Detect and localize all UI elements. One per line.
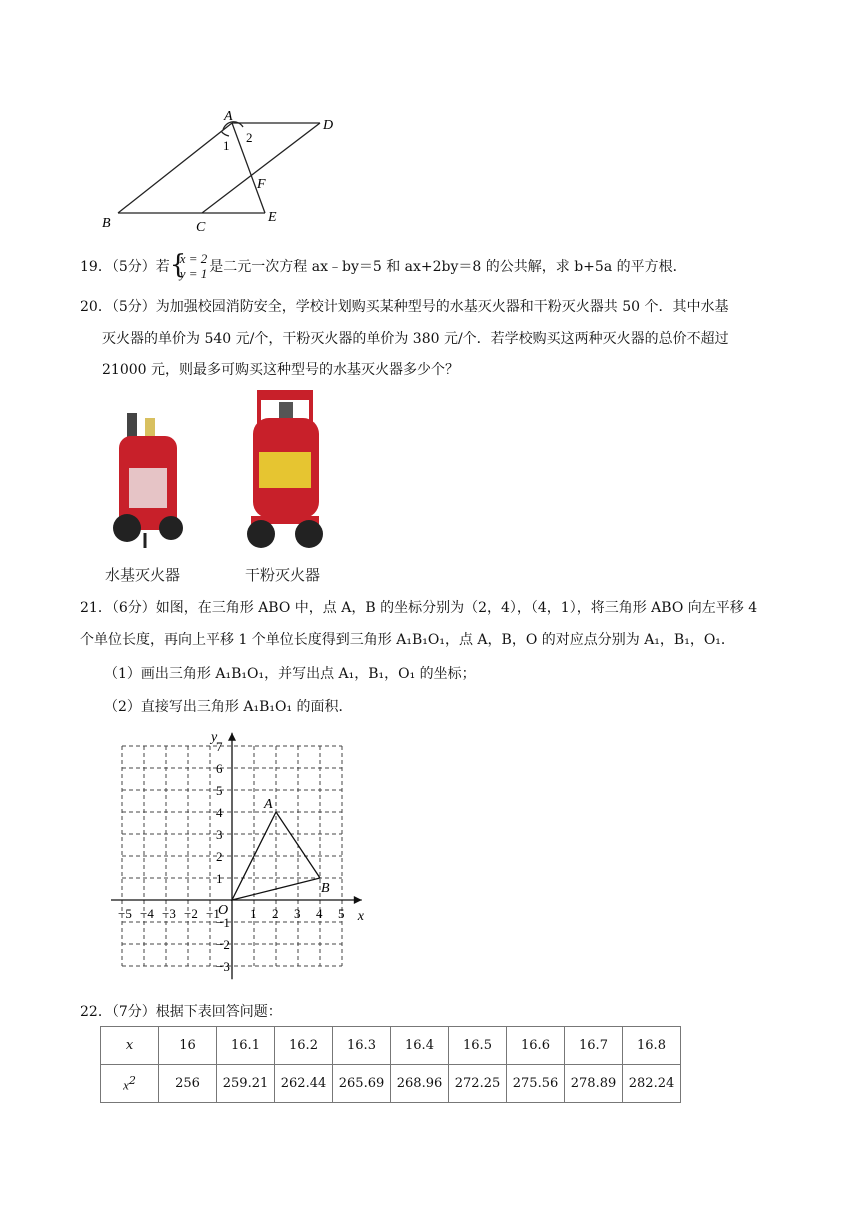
row-header-x2: $x^2$ [101, 1065, 159, 1103]
label-C: C [196, 220, 206, 235]
y-tick-label: 1 [216, 871, 223, 886]
x-tick-label: 4 [316, 906, 323, 921]
question-22: 22．（7分）根据下表回答问题： [80, 1004, 282, 1020]
cell-x: 16.4 [391, 1027, 449, 1065]
cell-x: 16.5 [449, 1027, 507, 1065]
x-tick-label: −5 [118, 906, 132, 921]
question-19: 19．（5分）若{ x = 2 y = 1 是二元一次方程 ax﹣by＝5 和 ax+2by＝8 的公共解，求 b+5a 的平方根． [80, 252, 687, 282]
cell-x2: 268.96 [391, 1065, 449, 1103]
y-tick-label: 4 [216, 805, 223, 820]
cell-x: 16.6 [507, 1027, 565, 1065]
x-axis-arrow [354, 896, 362, 904]
cell-x: 16.1 [217, 1027, 275, 1065]
question-21-part1: （1）画出三角形 A₁B₁O₁，并写出点 A₁，B₁，O₁ 的坐标； [104, 666, 476, 682]
cell-x2: 272.25 [449, 1065, 507, 1103]
y-tick-label: −2 [216, 937, 230, 952]
x-axis-label: x [357, 909, 365, 924]
x-tick-label: −2 [184, 906, 198, 921]
question-21-line2: 个单位长度，再向上平移 1 个单位长度得到三角形 A₁B₁O₁，点 A，B，O 的对应点分别为 A₁，B₁，O₁． [80, 632, 735, 648]
y-tick-label: −1 [216, 915, 230, 930]
squares-table [100, 1026, 681, 1103]
cell-x: 16.2 [275, 1027, 333, 1065]
row-header-x: x [101, 1027, 159, 1065]
origin-label: O [218, 903, 229, 918]
x-tick-label: 2 [272, 906, 279, 921]
question-20-line3: 21000 元，则最多可购买这种型号的水基灭火器多少个？ [102, 362, 459, 378]
x-tick-label: 1 [250, 906, 257, 921]
label-1: 1 [223, 138, 230, 153]
y-tick-label: 2 [216, 849, 223, 864]
caption-water-extinguisher: 水基灭火器 [105, 566, 181, 584]
y-tick-label: −3 [216, 959, 230, 974]
cell-x2: 275.56 [507, 1065, 565, 1103]
question-20-line1: 20．（5分）为加强校园消防安全，学校计划购买某种型号的水基灭火器和干粉灭火器共 50 个．其中水基 [80, 299, 729, 315]
table-row-x2 [101, 1065, 681, 1103]
table-row-x [101, 1027, 681, 1065]
cell-x2: 282.24 [623, 1065, 681, 1103]
cell-x2: 259.21 [217, 1065, 275, 1103]
question-21-line1: 21．（6分）如图，在三角形 ABO 中，点 A，B 的坐标分别为（2，4），（4，1），将三角形 ABO 向左平移 4 [80, 600, 758, 616]
cell-x: 16 [159, 1027, 217, 1065]
equation-system: { x = 2 y = 1 [172, 252, 208, 282]
label-D: D [323, 118, 334, 133]
caption-powder-extinguisher: 干粉灭火器 [245, 566, 321, 584]
point-B-label: B [321, 881, 330, 896]
label-F: F [257, 177, 266, 192]
label-B: B [102, 216, 111, 231]
parallelogram-figure [95, 105, 355, 235]
label-A: A [224, 109, 233, 124]
x-tick-label: 3 [294, 906, 301, 921]
cell-x2: 278.89 [565, 1065, 623, 1103]
x-tick-label: −3 [162, 906, 176, 921]
y-axis-label: y [211, 729, 218, 745]
x-tick-label: −4 [140, 906, 154, 921]
water-extinguisher-image [105, 408, 195, 558]
y-tick-label: 6 [216, 761, 223, 776]
label-2: 2 [246, 130, 253, 145]
y-tick-label: 3 [216, 827, 223, 842]
label-E: E [268, 210, 277, 225]
y-tick-label: 5 [216, 783, 223, 798]
y-tick-label: 7 [216, 739, 223, 754]
y-axis-arrow [228, 733, 236, 741]
cell-x2: 256 [159, 1065, 217, 1103]
x-tick-label: 5 [338, 906, 345, 921]
cell-x: 16.8 [623, 1027, 681, 1065]
cell-x2: 262.44 [275, 1065, 333, 1103]
question-21-part2: （2）直接写出三角形 A₁B₁O₁ 的面积． [104, 699, 353, 715]
cell-x2: 265.69 [333, 1065, 391, 1103]
cell-x: 16.3 [333, 1027, 391, 1065]
x-tick-label: −1 [206, 906, 220, 921]
powder-extinguisher-image [245, 388, 325, 558]
cell-x: 16.7 [565, 1027, 623, 1065]
question-20-line2: 灭火器的单价为 540 元/个，干粉灭火器的单价为 380 元/个．若学校购买这两种灭火器的总价不超过 [102, 331, 729, 347]
coordinate-grid [95, 722, 385, 992]
point-A-label: A [264, 797, 273, 812]
